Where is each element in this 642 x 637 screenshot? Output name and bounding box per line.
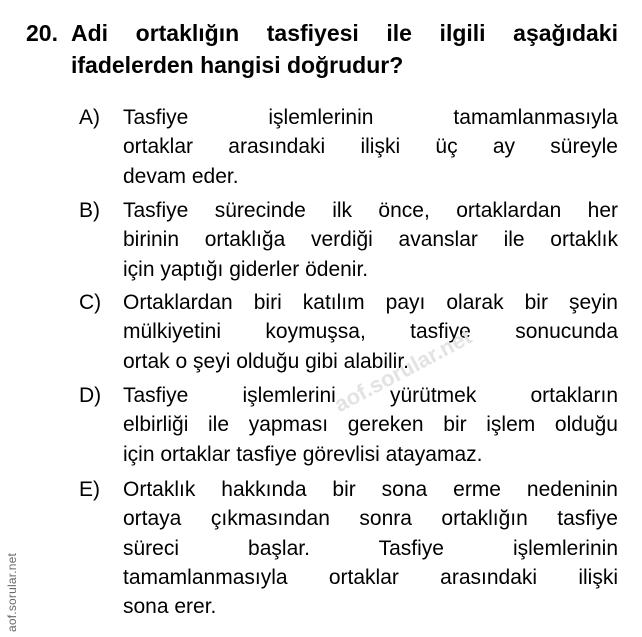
option-line: süreci başlar. Tasfiye işlemlerinin xyxy=(123,536,618,560)
option-text xyxy=(123,288,618,376)
option-line: ortaya çıkmasından sonra ortaklığın tasfiye xyxy=(123,507,618,531)
option-letter: D) xyxy=(79,384,102,407)
question-number: 20. xyxy=(26,20,58,46)
option-line: ortak o şeyi olduğu gibi alabilir. xyxy=(123,349,410,373)
option-line: sona erer. xyxy=(123,595,217,619)
option-line: mülkiyetini koymuşsa, tasfiye sonucunda xyxy=(123,320,618,344)
option-text xyxy=(123,381,618,469)
option-line: elbirliği ile yapması gereken bir işlem olduğu xyxy=(123,413,618,437)
option-line: Tasfiye işlemlerinin tamamlanmasıyla xyxy=(123,106,618,129)
option-line: Ortaklardan biri katılım payı olarak bir şeyin xyxy=(123,291,618,314)
option-text xyxy=(123,475,618,621)
question-stem xyxy=(71,17,618,81)
option-line: Ortaklık hakkında bir sona erme nedeninin xyxy=(123,478,618,501)
option-text xyxy=(123,103,618,191)
option-line: Tasfiye işlemlerini yürütmek ortakların xyxy=(123,384,618,407)
option-letter: C) xyxy=(79,291,102,314)
center-watermark: aof.sorular.net xyxy=(330,323,476,418)
question-stem-line: ifadelerden hangisi doğrudur? xyxy=(71,52,404,78)
side-watermark xyxy=(5,512,19,632)
option-line: ortaklar arasındaki ilişki üç ay süreyle xyxy=(123,135,618,159)
option-line: devam eder. xyxy=(123,164,239,188)
option-letter: A) xyxy=(79,106,100,129)
option-letter: E) xyxy=(79,478,100,501)
option-letter: B) xyxy=(79,199,100,222)
option-text xyxy=(123,196,618,284)
option-line: için yaptığı giderler ödenir. xyxy=(123,257,369,281)
option-line: tamamlanmasıyla ortaklar arasındaki ilişki xyxy=(123,565,618,589)
option-line: birinin ortaklığa verdiği avanslar ile ortaklık xyxy=(123,228,618,252)
question-stem-line: Adi ortaklığın tasfiyesi ile ilgili aşağıdaki xyxy=(71,20,618,46)
side-watermark-text: aof.sorular.net xyxy=(5,552,19,632)
option-line: için ortaklar tasfiye görevlisi atayamaz. xyxy=(123,442,483,466)
option-line: Tasfiye sürecinde ilk önce, ortaklardan her xyxy=(123,199,618,222)
